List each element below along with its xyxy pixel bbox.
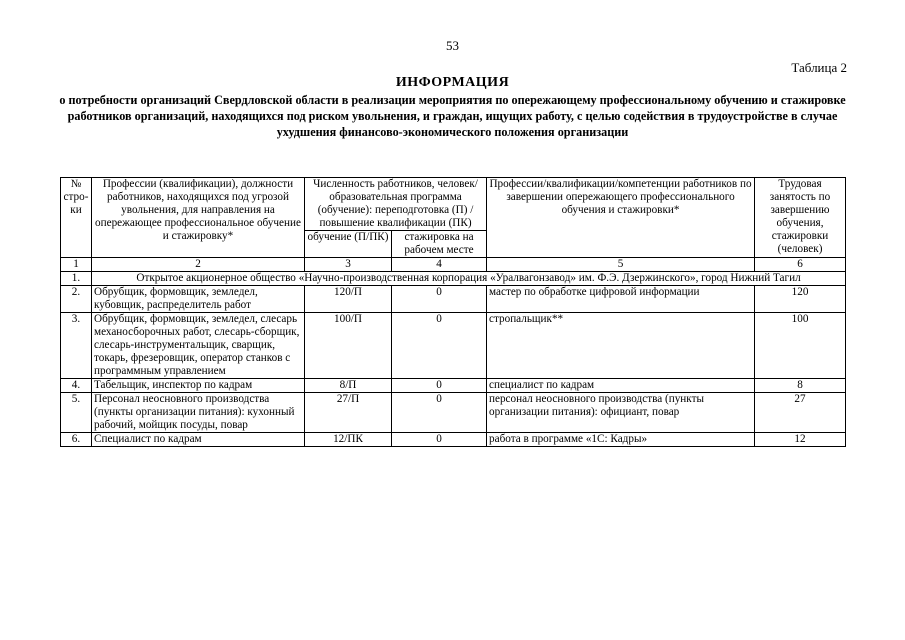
employment-cell: 120 [755,286,846,313]
header-competencies: Профессии/квалификации/компетенции работников по завершении опережающего профессионального обучения и стажировки* [487,178,755,258]
column-numbers-row [61,258,846,272]
training-cell: 12/ПК [305,433,392,447]
header-employment: Трудовая занятость по завершению обучения, стажировки (человек) [755,178,846,258]
header-professions: Профессии (квалификации), должности работников, находящихся под угрозой увольнения, для направления на опережающее профессиональное обучение и стажировку* [92,178,305,258]
employment-cell: 12 [755,433,846,447]
column-number: 2 [92,258,305,272]
internship-cell: 0 [392,286,487,313]
organization-name: Открытое акционерное общество «Научно-производственная корпорация «Уралвагонзавод» им. Ф.Э. Дзержинского», город Нижний Тагил [92,272,846,286]
document-subtitle: о потребности организаций Свердловской области в реализации мероприятия по опережающему профессиональному обучению и стажировке работников организаций, находящихся под риском увольнения, и граждан, ищущих работу, с целью содействия в трудоустройстве в случае ухудшения финансово-экономического положения организации [59,93,846,139]
header-training: обучение (П/ПК) [305,231,392,258]
row-number: 1. [61,272,92,286]
column-number: 3 [305,258,392,272]
table-row [61,313,846,379]
header-internship: стажировка на рабочем месте [392,231,487,258]
competency-cell: персонал неосновного производства (пункты организации питания): официант, повар [487,393,755,433]
internship-cell: 0 [392,393,487,433]
profession-cell: Специалист по кадрам [92,433,305,447]
header-employee-count: Численность работников, человек/образовательная программа (обучение): переподготовка (П) /повышение квалификации (ПК) [305,178,487,231]
internship-cell: 0 [392,433,487,447]
training-cell: 120/П [305,286,392,313]
table-label: Таблица 2 [791,60,847,75]
training-cell: 27/П [305,393,392,433]
row-number: 5. [61,393,92,433]
competency-cell: специалист по кадрам [487,379,755,393]
row-number: 4. [61,379,92,393]
profession-cell: Табельщик, инспектор по кадрам [92,379,305,393]
profession-cell: Обрубщик, формовщик, земледел, слесарь механосборочных работ, слесарь-сборщик, слесарь-инструментальщик, сварщик, токарь, фрезеровщик, оператор станков с программным управлением [92,313,305,379]
table-row [61,433,846,447]
table-row [61,286,846,313]
organization-row [61,272,846,286]
competency-cell: мастер по обработке цифровой информации [487,286,755,313]
row-number: 6. [61,433,92,447]
column-number: 6 [755,258,846,272]
internship-cell: 0 [392,313,487,379]
competency-cell: работа в программе «1С: Кадры» [487,433,755,447]
information-table [60,177,846,447]
employment-cell: 27 [755,393,846,433]
table-header-row [61,178,846,231]
page-number: 53 [446,38,459,53]
training-cell: 8/П [305,379,392,393]
training-cell: 100/П [305,313,392,379]
column-number: 4 [392,258,487,272]
row-number: 3. [61,313,92,379]
column-number: 5 [487,258,755,272]
profession-cell: Обрубщик, формовщик, земледел, кубовщик, распределитель работ [92,286,305,313]
employment-cell: 8 [755,379,846,393]
row-number: 2. [61,286,92,313]
competency-cell: стропальщик** [487,313,755,379]
table-row [61,393,846,433]
document-title: ИНФОРМАЦИЯ [395,75,510,90]
employment-cell: 100 [755,313,846,379]
header-row-number: № стро-ки [61,178,92,258]
internship-cell: 0 [392,379,487,393]
column-number: 1 [61,258,92,272]
table-row [61,379,846,393]
profession-cell: Персонал неосновного производства (пункты организации питания): кухонный рабочий, мойщик посуды, повар [92,393,305,433]
